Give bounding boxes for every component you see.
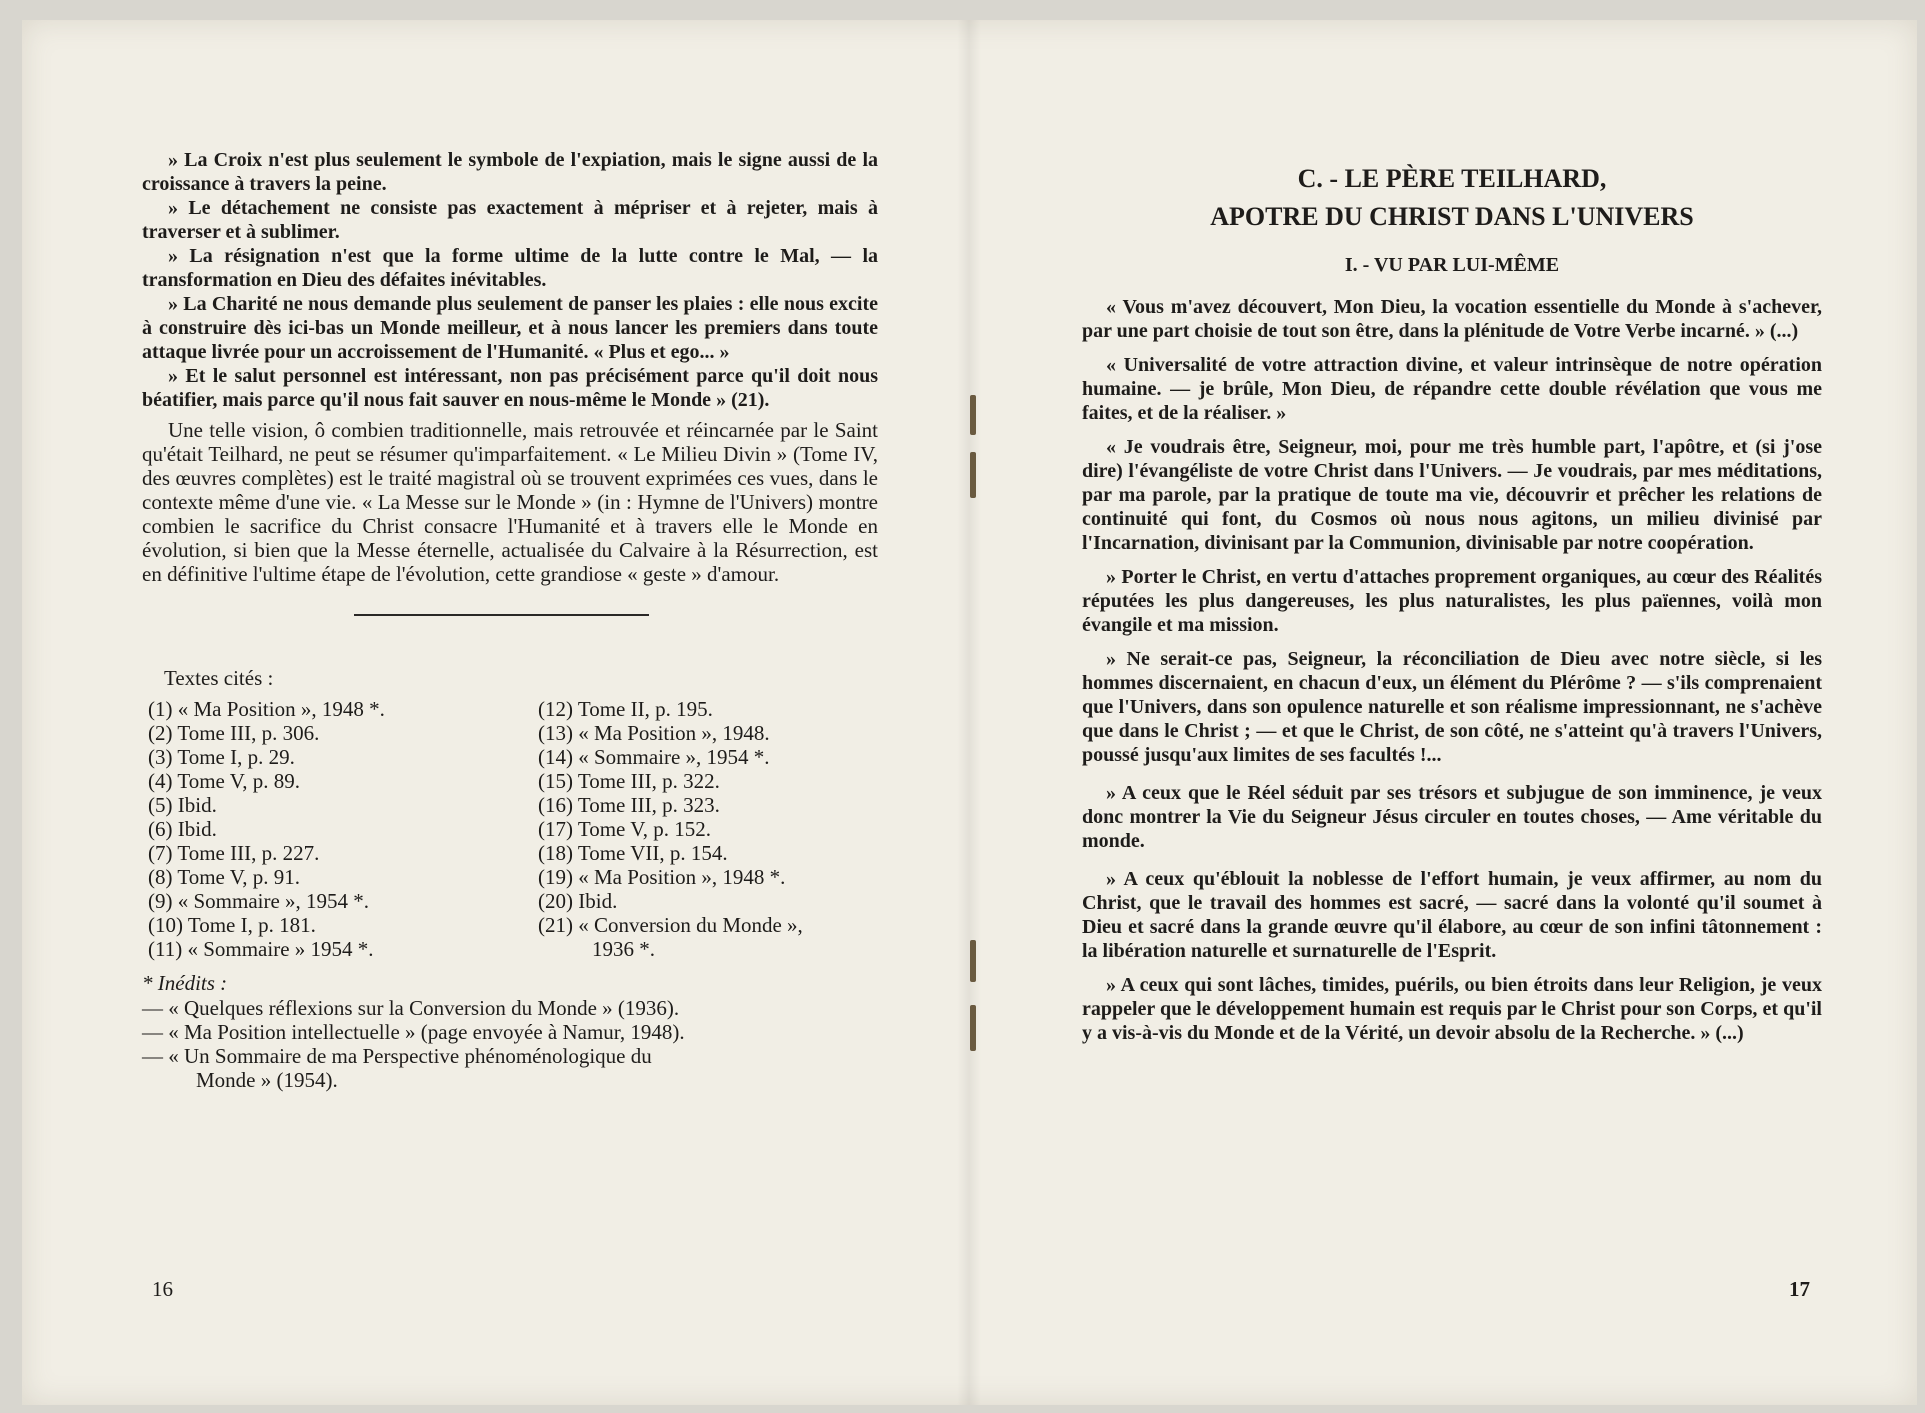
reference-item-continuation: 1936 *. <box>592 937 655 961</box>
quote-paragraph: » Le détachement ne consiste pas exactement à mépriser et à rejeter, mais à traverser et à sublimer. <box>142 197 878 243</box>
heading-line-2: APOTRE DU CHRIST DANS L'UNIVERS <box>1210 202 1694 231</box>
quote-paragraph: » Ne serait-ce pas, Seigneur, la réconciliation de Dieu avec notre siècle, si les hommes discernaient, en chacun d'eux, un élément du Plérôme ? — s'ils comprenaient que l'Univers, dans son opulence naturelle et son réalisme impressionnant, ne s'achève que dans le Christ ; — et que le Christ, de son côté, ne s'atteint qu'à travers l'Univers, poussé jusqu'aux limites de ses facultés !... <box>1082 648 1822 766</box>
quote-paragraph: » A ceux qu'éblouit la noblesse de l'effort humain, je veux affirmer, au nom du Christ, que le travail des hommes est sacré, — sacré dans la volonté qu'il soumet à Dieu et sacré dans la grande œuvre qu'il élabore, au cœur de son infini tâtonnement : la libération naturelle et surnaturelle de l'Esprit. <box>1082 868 1822 962</box>
unpublished-label: * Inédits : <box>142 971 228 995</box>
reference-item: (4) Tome V, p. 89. <box>148 769 300 793</box>
reference-item: (6) Ibid. <box>148 817 217 841</box>
reference-item: (15) Tome III, p. 322. <box>538 769 720 793</box>
references-column-2 <box>538 697 878 961</box>
reference-item: (2) Tome III, p. 306. <box>148 721 320 745</box>
reference-item: (10) Tome I, p. 181. <box>148 913 316 937</box>
quote-paragraph: » La Croix n'est plus seulement le symbole de l'expiation, mais le signe aussi de la croissance à travers la peine. <box>142 149 878 195</box>
left-page <box>22 20 969 1405</box>
quote-paragraph: » Et le salut personnel est intéressant, non pas précisément parce qu'il doit nous béatifier, mais parce qu'il nous fait sauver en nous-même le Monde » (21). <box>142 365 878 411</box>
reference-item: (5) Ibid. <box>148 793 217 817</box>
unpublished-item: — « Ma Position intellectuelle » (page envoyée à Namur, 1948). <box>142 1020 685 1044</box>
reference-item: (7) Tome III, p. 227. <box>148 841 320 865</box>
quote-paragraph: « Je voudrais être, Seigneur, moi, pour me très humble part, l'apôtre, et (si j'ose dire) l'évangéliste de votre Christ dans l'Univers. — Je voudrais, par mes méditations, par ma parole, par la pratique de toute ma vie, découvrir et prêcher les relations de continuité qui font, du Cosmos où nous nous agitons, un milieu divinisé par l'Incarnation, divinisant par la Communion, divinisable par notre coopération. <box>1082 436 1822 554</box>
section-heading <box>1082 160 1822 236</box>
reference-item: (8) Tome V, p. 91. <box>148 865 300 889</box>
reference-item: (3) Tome I, p. 29. <box>148 745 295 769</box>
quote-paragraph: « Universalité de votre attraction divine, et valeur intrinsèque de notre opération humaine. — je brûle, Mon Dieu, de répandre cette double révélation que vous me faites, et de la réaliser. » <box>1082 354 1822 424</box>
reference-item: (20) Ibid. <box>538 889 618 913</box>
reference-item: (1) « Ma Position », 1948 *. <box>148 697 385 721</box>
references-list <box>142 697 878 961</box>
unpublished-item-continuation: Monde » (1954). <box>196 1068 338 1092</box>
reference-item: (19) « Ma Position », 1948 *. <box>538 865 786 889</box>
references-column-1 <box>142 697 538 961</box>
reference-item: (21) « Conversion du Monde », <box>538 913 803 937</box>
unpublished-item: — « Un Sommaire de ma Perspective phénoménologique du <box>142 1044 652 1068</box>
left-page-column <box>142 148 878 1092</box>
cited-texts-label: Textes cités : <box>164 666 274 690</box>
reference-item: (14) « Sommaire », 1954 *. <box>538 745 770 769</box>
quote-paragraph: » La Charité ne nous demande plus seulement de panser les plaies : elle nous excite à construire dès ici-bas un Monde meilleur, et à nous lancer les premiers dans toute attaque livrée pour un accroissement de l'Humanité. « Plus et ego... » <box>142 293 878 363</box>
quote-paragraph: » A ceux qui sont lâches, timides, puérils, ou bien étroits dans leur Religion, je veux rappeler que le développement humain est requis par le Christ pour son Corps, et qu'il y a vis-à-vis du Monde et de la Vérité, un devoir absolu de la Recherche. » (...) <box>1082 974 1822 1044</box>
reference-item: (11) « Sommaire » 1954 *. <box>148 937 374 961</box>
reference-item: (13) « Ma Position », 1948. <box>538 721 770 745</box>
heading-line-1: C. - LE PÈRE TEILHARD, <box>1297 164 1607 193</box>
body-paragraph: Une telle vision, ô combien traditionnelle, mais retrouvée et réincarnée par le Saint qu'était Teilhard, ne peut se résumer qu'imparfaitement. « Le Milieu Divin » (Tome IV, des œuvres complètes) est le traité magistral où se trouvent exprimées ces vues, dans le contexte même d'une vie. « La Messe sur le Monde » (in : Hymne de l'Univers) montre combien le sacrifice du Christ consacre l'Humanité et à travers elle le Monde en évolution, si bien que la Messe éternelle, actualisée du Calvaire à la Résurrection, est en définitive l'ultime étape de l'évolution, cette grandiose « geste » d'amour. <box>142 418 878 586</box>
page-number-left: 16 <box>152 1277 173 1301</box>
section-divider <box>354 614 649 616</box>
quote-paragraph: » A ceux que le Réel séduit par ses trésors et subjugue de son imminence, je veux donc montrer la Vie du Seigneur Jésus circuler en toutes choses, — Ame véritable du monde. <box>1082 782 1822 852</box>
subsection-heading: I. - VU PAR LUI-MÊME <box>1344 254 1560 276</box>
reference-item: (16) Tome III, p. 323. <box>538 793 720 817</box>
reference-item: (9) « Sommaire », 1954 *. <box>148 889 370 913</box>
unpublished-item: — « Quelques réflexions sur la Conversion du Monde » (1936). <box>142 996 680 1020</box>
open-booklet <box>22 20 1917 1405</box>
right-page-column <box>1082 148 1822 1045</box>
reference-item: (17) Tome V, p. 152. <box>538 817 711 841</box>
quote-paragraph: « Vous m'avez découvert, Mon Dieu, la vocation essentielle du Monde à s'achever, par une part choisie de tout son être, dans la plénitude de Votre Verbe incarné. » (...) <box>1082 296 1822 342</box>
quote-paragraph: » Porter le Christ, en vertu d'attaches proprement organiques, au cœur des Réalités réputées les plus dangereuses, les plus naturalistes, les plus païennes, voilà mon évangile et ma mission. <box>1082 566 1822 636</box>
page-number-right: 17 <box>1789 1277 1810 1301</box>
quote-paragraph: » La résignation n'est que la forme ultime de la lutte contre le Mal, — la transformation en Dieu des défaites inévitables. <box>142 245 878 291</box>
reference-item: (12) Tome II, p. 195. <box>538 697 713 721</box>
reference-item: (18) Tome VII, p. 154. <box>538 841 728 865</box>
